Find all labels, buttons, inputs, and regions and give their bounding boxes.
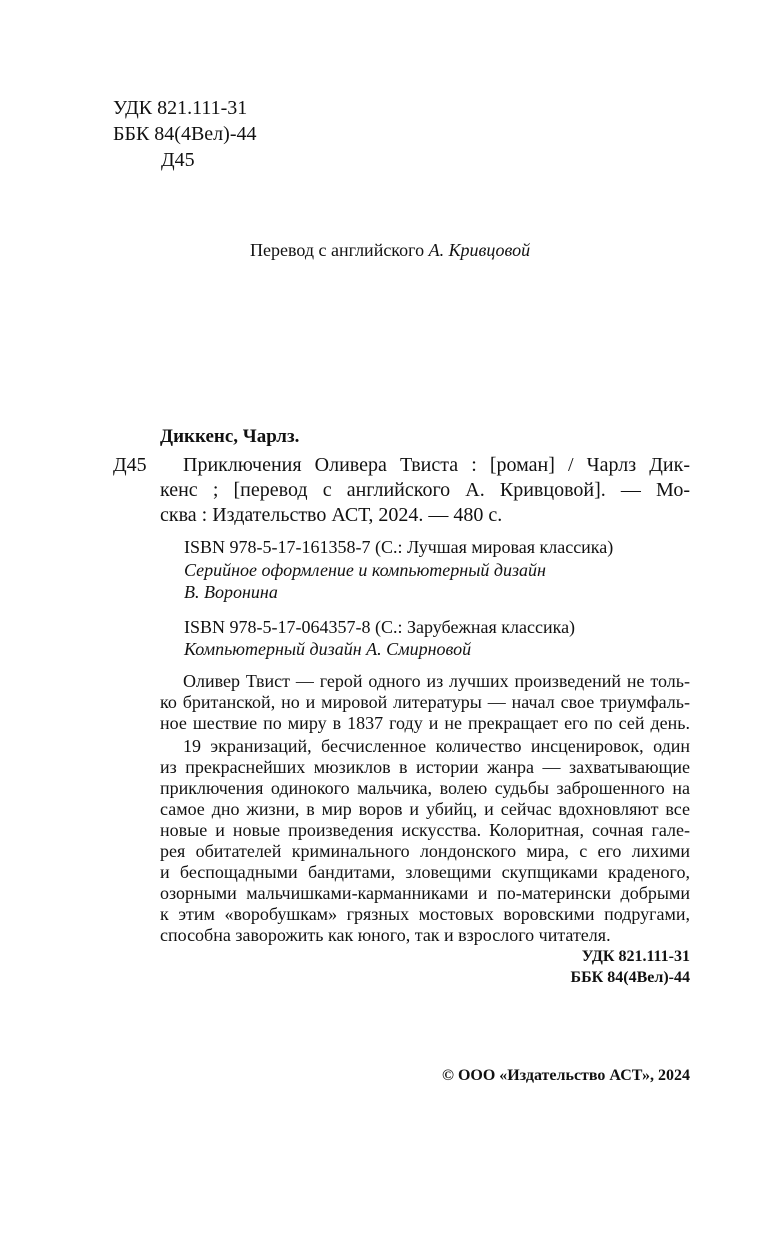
bottom-bbk-code: ББК 84(4Вел)-44 bbox=[570, 969, 690, 986]
annotation-line: Оливер Твист — герой одного из лучших произведений не толь- bbox=[183, 671, 690, 691]
bottom-udk-code: УДК 821.111-31 bbox=[581, 948, 690, 965]
entry-line-1: Приключения Оливера Твиста : [роман] / Чарлз Дик- bbox=[183, 454, 690, 476]
entry-line-3: сква : Издательство АСТ, 2024. — 480 с. bbox=[160, 504, 503, 526]
annotation-line: ко британской, но и мировой литературы — начал свое триумфаль- bbox=[160, 692, 690, 712]
translation-prefix: Перевод с английского bbox=[250, 240, 429, 260]
annotation-line: 19 экранизаций, бесчисленное количество инсценировок, один bbox=[183, 736, 690, 756]
annotation-line: из прекраснейших мюзиклов в истории жанра — захватывающие bbox=[160, 757, 690, 777]
annotation-line: ное шествие по миру в 1837 году и не прекращает его по сей день. bbox=[160, 713, 690, 733]
translation-credit bbox=[250, 240, 530, 261]
annotation-line: к этим «воробушкам» грязных мостовых воровскими подругами, bbox=[160, 904, 690, 924]
series-design-credit: Серийное оформление и компьютерный дизайн bbox=[184, 560, 546, 580]
isbn-1: ISBN 978-5-17-161358-7 (С.: Лучшая мировая классика) bbox=[184, 537, 614, 557]
entry-heading: Диккенс, Чарлз. bbox=[160, 426, 300, 447]
computer-design-credit: Компьютерный дизайн А. Смирновой bbox=[184, 639, 472, 659]
annotation-line: рея обитателей криминального лондонского мира, с его лихими bbox=[160, 841, 690, 861]
annotation-line: новые и новые произведения искусства. Колоритная, сочная гале- bbox=[160, 820, 690, 840]
annotation-line: озорными мальчишками-карманниками и по-матерински добрыми bbox=[160, 883, 690, 903]
author-mark: Д45 bbox=[161, 149, 195, 171]
annotation-line: самое дно жизни, в мир воров и убийц, и сейчас вдохновляют все bbox=[160, 799, 690, 819]
isbn-2: ISBN 978-5-17-064357-8 (С.: Зарубежная классика) bbox=[184, 617, 576, 637]
udk-code: УДК 821.111-31 bbox=[113, 97, 248, 119]
translator-name: А. Кривцовой bbox=[428, 240, 531, 260]
copyright: © ООО «Издательство АСТ», 2024 bbox=[441, 1067, 690, 1084]
entry-line-2: кенс ; [перевод с английского А. Кривцовой]. — Мо- bbox=[160, 479, 690, 501]
annotation-line: и беспощадными бандитами, зловещими скупщиками краденого, bbox=[160, 862, 690, 882]
entry-mark: Д45 bbox=[113, 454, 147, 476]
annotation-line: приключения одинокого мальчика, волею судьбы заброшенного на bbox=[160, 778, 690, 798]
series-designer-name: В. Воронина bbox=[184, 582, 278, 602]
annotation-line: способна заворожить как юного, так и взрослого читателя. bbox=[160, 925, 611, 945]
bbk-code: ББК 84(4Вел)-44 bbox=[113, 123, 257, 145]
